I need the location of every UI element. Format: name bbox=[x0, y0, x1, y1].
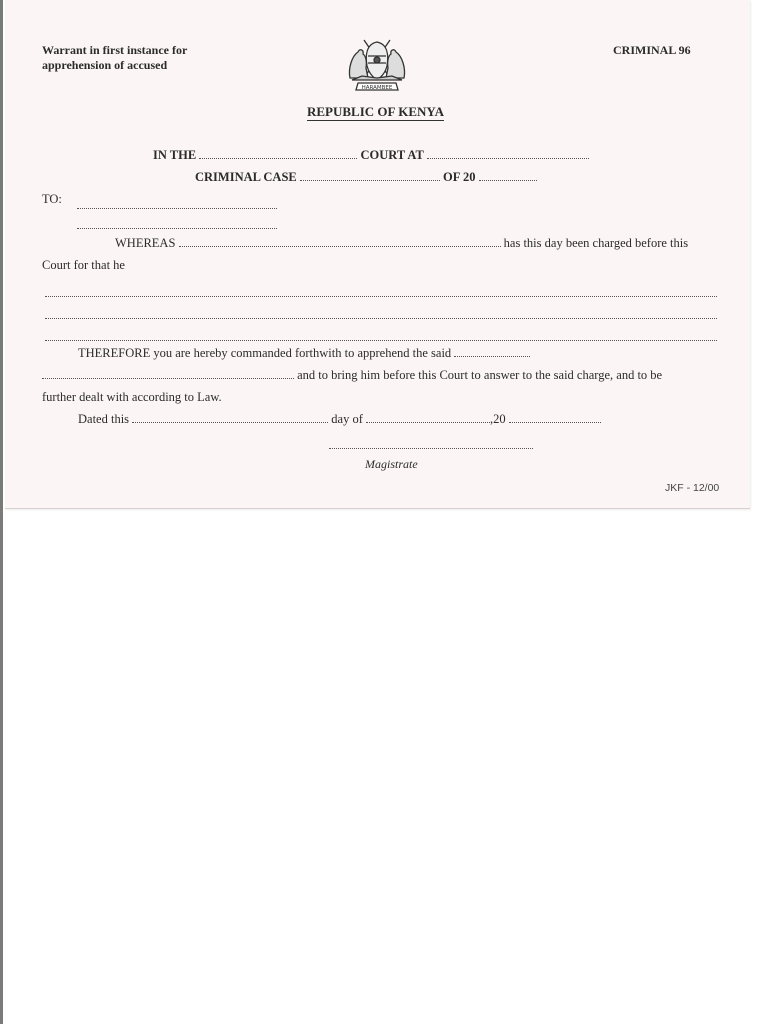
dated-label: Dated this bbox=[78, 412, 130, 426]
accused-name-field[interactable] bbox=[179, 244, 501, 247]
signature-line[interactable] bbox=[329, 436, 533, 454]
day-of-label: day of bbox=[331, 412, 363, 426]
criminal-case-label: CRIMINAL CASE bbox=[195, 170, 297, 184]
signatory-label: Magistrate bbox=[365, 457, 418, 471]
therefore-line bbox=[78, 346, 530, 361]
apprehend-name-field-2[interactable] bbox=[42, 376, 294, 379]
case-number-field[interactable] bbox=[300, 178, 440, 181]
of-20-label: OF 20 bbox=[443, 170, 476, 184]
warrant-form bbox=[5, 0, 750, 509]
to-field-1[interactable] bbox=[77, 196, 277, 214]
further-text: further dealt with according to Law. bbox=[42, 390, 222, 404]
court-location-field[interactable] bbox=[427, 156, 589, 159]
coat-of-arms-icon bbox=[342, 32, 412, 96]
dated-month-field[interactable] bbox=[366, 420, 490, 423]
court-name-field[interactable] bbox=[199, 156, 357, 159]
dated-line bbox=[78, 412, 601, 427]
country-title bbox=[307, 104, 444, 120]
dated-year-field[interactable] bbox=[509, 420, 601, 423]
dated-day-field[interactable] bbox=[132, 420, 328, 423]
form-title-line1: Warrant in first instance for bbox=[42, 43, 188, 57]
apprehend-name-field[interactable] bbox=[454, 354, 530, 357]
form-code: CRIMINAL 96 bbox=[613, 43, 691, 57]
charge-line-3[interactable] bbox=[45, 328, 717, 346]
svg-text:HARAMBEE: HARAMBEE bbox=[361, 85, 393, 91]
case-line bbox=[195, 170, 537, 185]
therefore-text: THEREFORE you are hereby commanded forthwith to apprehend the said bbox=[78, 346, 452, 360]
whereas-line bbox=[115, 236, 688, 251]
bring-text: and to bring him before this Court to answer to the said charge, and to be bbox=[297, 368, 663, 382]
court-for-text: Court for that he bbox=[42, 258, 125, 272]
charge-line-1[interactable] bbox=[45, 284, 717, 302]
to-label: TO: bbox=[42, 192, 62, 206]
page-edge-shadow bbox=[0, 0, 3, 1024]
bring-line bbox=[42, 368, 662, 383]
charged-text: has this day been charged before this bbox=[503, 236, 689, 250]
form-title-line2: apprehension of accused bbox=[42, 58, 168, 72]
in-the-label: IN THE bbox=[153, 148, 197, 162]
whereas-label: WHEREAS bbox=[115, 236, 176, 250]
form-title bbox=[42, 43, 187, 73]
case-year-field[interactable] bbox=[479, 178, 537, 181]
to-field-2[interactable] bbox=[77, 216, 277, 234]
to-line bbox=[42, 192, 62, 207]
charge-line-2[interactable] bbox=[45, 306, 717, 324]
year-label: ,20 bbox=[490, 412, 506, 426]
country-title-text: REPUBLIC OF KENYA bbox=[307, 104, 445, 119]
court-line bbox=[153, 148, 589, 163]
court-at-label: COURT AT bbox=[360, 148, 424, 162]
form-reference: JKF - 12/00 bbox=[665, 482, 720, 494]
